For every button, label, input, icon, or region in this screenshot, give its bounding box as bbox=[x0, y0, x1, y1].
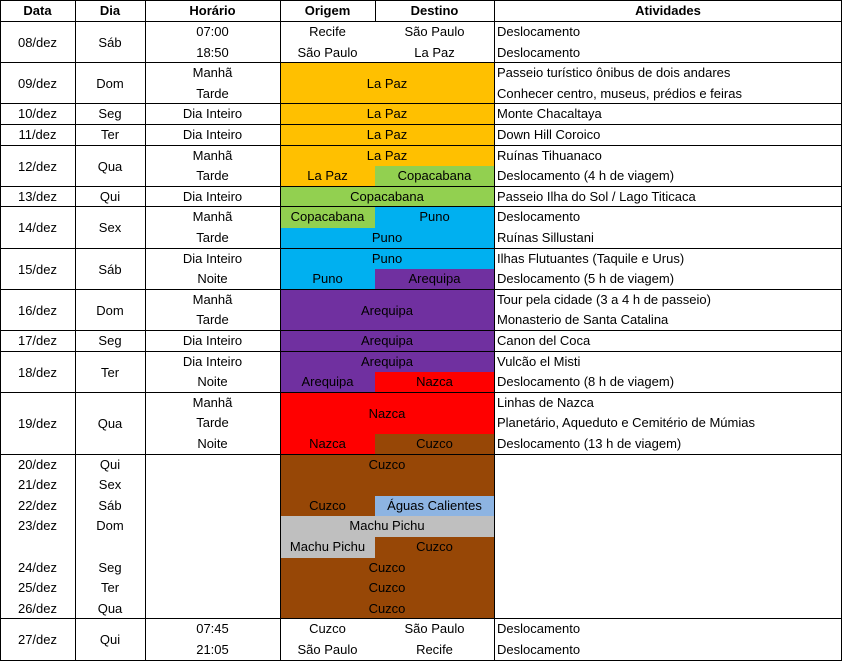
activity-cell: Deslocamento bbox=[497, 642, 581, 657]
destination-cell: Copacabana bbox=[375, 166, 494, 187]
activity-cell: Deslocamento (13 h de viagem) bbox=[497, 436, 682, 451]
grid-line bbox=[0, 103, 842, 104]
time-cell: Dia Inteiro bbox=[182, 127, 243, 142]
time-cell: 18:50 bbox=[196, 44, 229, 60]
route-cell bbox=[280, 475, 494, 496]
date-cell: 20/dez bbox=[17, 456, 58, 472]
time-cell: Tarde bbox=[196, 415, 229, 431]
weekday-cell: Sáb bbox=[98, 261, 122, 277]
route-cell: La Paz bbox=[280, 104, 494, 125]
time-cell: Dia Inteiro bbox=[182, 106, 243, 122]
grid-line bbox=[0, 145, 842, 146]
activity-cell: Linhas de Nazca bbox=[497, 394, 594, 410]
weekday-cell: Ter bbox=[100, 127, 120, 142]
destination-cell: Recife bbox=[375, 640, 494, 661]
route-cell: Copacabana bbox=[280, 187, 494, 208]
route-cell: Cuzco bbox=[280, 558, 494, 579]
activity-cell: Passeio Ilha do Sol / Lago Titicaca bbox=[497, 188, 696, 204]
route-cell: Nazca bbox=[280, 393, 494, 434]
weekday-cell: Dom bbox=[96, 76, 124, 92]
activity-cell: Canon del Coca bbox=[497, 333, 591, 348]
grid-line bbox=[75, 0, 76, 661]
time-cell: Manhã bbox=[192, 147, 233, 163]
origin-cell: Cuzco bbox=[280, 496, 375, 517]
route-cell: Machu Pichu bbox=[280, 516, 494, 537]
activity-cell: Conhecer centro, museus, prédios e feiras bbox=[497, 85, 742, 101]
weekday-cell: Sáb bbox=[98, 497, 122, 513]
grid-line bbox=[0, 330, 842, 331]
grid-line bbox=[0, 21, 842, 22]
weekday-cell: Qua bbox=[97, 158, 123, 174]
weekday-cell: Qua bbox=[97, 600, 123, 616]
date-cell: 12/dez bbox=[17, 158, 58, 174]
time-cell: Tarde bbox=[196, 312, 229, 328]
time-cell: Noite bbox=[197, 436, 228, 451]
weekday-cell: Ter bbox=[100, 364, 120, 380]
grid-line bbox=[0, 454, 842, 455]
origin-cell: Machu Pichu bbox=[280, 537, 375, 558]
time-cell: Tarde bbox=[196, 230, 229, 245]
origin-cell: Puno bbox=[280, 269, 375, 290]
grid-line bbox=[145, 0, 146, 661]
route-cell: La Paz bbox=[280, 146, 494, 167]
activity-cell: Deslocamento (4 h de viagem) bbox=[497, 168, 675, 184]
date-cell: 16/dez bbox=[17, 302, 58, 318]
time-cell: 07:00 bbox=[196, 24, 229, 39]
date-cell: 22/dez bbox=[17, 497, 58, 513]
activity-cell: Monte Chacaltaya bbox=[497, 106, 602, 122]
origin-cell: Nazca bbox=[280, 434, 375, 455]
grid-line bbox=[0, 351, 842, 352]
date-cell: 15/dez bbox=[17, 261, 58, 277]
weekday-cell: Seg bbox=[98, 333, 122, 348]
time-cell: Noite bbox=[197, 374, 228, 390]
header-dia: Dia bbox=[99, 3, 121, 18]
activity-cell: Deslocamento bbox=[497, 24, 581, 39]
origin-cell: Cuzco bbox=[280, 619, 375, 640]
grid-line bbox=[0, 289, 842, 290]
time-cell: Tarde bbox=[196, 168, 229, 184]
route-cell: Puno bbox=[280, 228, 494, 249]
route-cell: La Paz bbox=[280, 125, 494, 146]
date-cell: 19/dez bbox=[17, 415, 58, 431]
header-origem: Origem bbox=[304, 3, 351, 18]
grid-line bbox=[375, 0, 376, 22]
weekday-cell: Qui bbox=[99, 632, 121, 648]
date-cell: 10/dez bbox=[17, 106, 58, 122]
route-cell: Arequipa bbox=[280, 352, 494, 373]
destination-cell: Cuzco bbox=[375, 537, 494, 558]
weekday-cell: Qui bbox=[99, 456, 121, 472]
destination-cell: São Paulo bbox=[375, 619, 494, 640]
time-cell: Tarde bbox=[196, 85, 229, 101]
header-atividades: Atividades bbox=[635, 3, 701, 18]
date-cell: 26/dez bbox=[17, 600, 58, 616]
route-cell: Arequipa bbox=[280, 331, 494, 352]
activity-cell: Deslocamento (8 h de viagem) bbox=[497, 374, 675, 390]
activity-cell: Deslocamento bbox=[497, 44, 581, 60]
date-cell: 09/dez bbox=[17, 76, 58, 92]
weekday-cell: Dom bbox=[96, 302, 124, 318]
grid-line bbox=[0, 618, 842, 619]
time-cell: Noite bbox=[197, 271, 228, 287]
time-cell: Dia Inteiro bbox=[182, 250, 243, 266]
grid-line bbox=[0, 0, 1, 661]
destination-cell: São Paulo bbox=[375, 22, 494, 43]
grid-line bbox=[0, 124, 842, 125]
grid-line bbox=[0, 62, 842, 63]
activity-cell: Passeio turístico ônibus de dois andares bbox=[497, 65, 731, 81]
weekday-cell: Seg bbox=[98, 106, 122, 122]
activity-cell: Down Hill Coroico bbox=[497, 127, 601, 142]
weekday-cell: Dom bbox=[96, 518, 124, 534]
date-cell: 24/dez bbox=[17, 559, 58, 575]
destination-cell: Puno bbox=[375, 207, 494, 228]
route-cell: Puno bbox=[280, 249, 494, 270]
time-cell: 21:05 bbox=[196, 642, 229, 657]
weekday-cell: Sex bbox=[98, 220, 122, 236]
route-cell: Cuzco bbox=[280, 455, 494, 476]
activity-cell: Deslocamento (5 h de viagem) bbox=[497, 271, 675, 287]
origin-cell: São Paulo bbox=[280, 640, 375, 661]
route-cell: La Paz bbox=[280, 63, 494, 104]
time-cell: Manhã bbox=[192, 291, 233, 307]
date-cell: 27/dez bbox=[17, 632, 58, 648]
date-cell: 23/dez bbox=[17, 518, 58, 534]
activity-cell: Tour pela cidade (3 a 4 h de passeio) bbox=[497, 291, 711, 307]
header-horario: Horário bbox=[189, 3, 236, 18]
date-cell: 17/dez bbox=[17, 333, 58, 348]
grid-line bbox=[0, 392, 842, 393]
date-cell: 21/dez bbox=[17, 477, 58, 493]
grid-line bbox=[494, 0, 495, 661]
route-cell: Arequipa bbox=[280, 290, 494, 331]
activity-cell: Planetário, Aqueduto e Cemitério de Múmias bbox=[497, 415, 755, 431]
time-cell: 07:45 bbox=[196, 621, 229, 637]
date-cell: 11/dez bbox=[18, 127, 57, 142]
grid-line bbox=[0, 0, 842, 1]
activity-cell: Vulcão el Misti bbox=[497, 353, 581, 369]
grid-line bbox=[0, 206, 842, 207]
weekday-cell: Qui bbox=[99, 188, 121, 204]
destination-cell: Cuzco bbox=[375, 434, 494, 455]
time-cell: Dia Inteiro bbox=[182, 188, 243, 204]
grid-line bbox=[0, 186, 842, 187]
time-cell: Manhã bbox=[192, 209, 233, 225]
origin-cell: La Paz bbox=[280, 166, 375, 187]
weekday-cell: Sáb bbox=[98, 35, 122, 50]
destination-cell: Arequipa bbox=[375, 269, 494, 290]
date-cell: 18/dez bbox=[17, 364, 58, 380]
destination-cell: La Paz bbox=[375, 43, 494, 64]
destination-cell: Nazca bbox=[375, 372, 494, 393]
route-cell: Cuzco bbox=[280, 599, 494, 620]
activity-cell: Monasterio de Santa Catalina bbox=[497, 312, 669, 328]
destination-cell: Águas Calientes bbox=[375, 496, 494, 517]
route-cell: Cuzco bbox=[280, 578, 494, 599]
grid-line bbox=[280, 0, 281, 661]
weekday-cell: Ter bbox=[100, 580, 120, 596]
origin-cell: São Paulo bbox=[280, 43, 375, 64]
activity-cell: Deslocamento bbox=[497, 621, 581, 637]
header-data: Data bbox=[23, 3, 52, 18]
activity-cell: Ruínas Tihuanaco bbox=[497, 147, 602, 163]
date-cell: 25/dez bbox=[17, 580, 58, 596]
origin-cell: Copacabana bbox=[280, 207, 375, 228]
date-cell: 08/dez bbox=[17, 35, 58, 50]
weekday-cell: Seg bbox=[98, 559, 122, 575]
origin-cell: Recife bbox=[280, 22, 375, 43]
time-cell: Manhã bbox=[192, 394, 233, 410]
activity-cell: Ruínas Sillustani bbox=[497, 230, 594, 245]
activity-cell: Ilhas Flutuantes (Taquile e Urus) bbox=[497, 250, 685, 266]
header-destino: Destino bbox=[410, 3, 459, 18]
activity-cell: Deslocamento bbox=[497, 209, 581, 225]
date-cell: 13/dez bbox=[17, 188, 58, 204]
weekday-cell: Qua bbox=[97, 415, 123, 431]
origin-cell: Arequipa bbox=[280, 372, 375, 393]
time-cell: Dia Inteiro bbox=[182, 353, 243, 369]
date-cell: 14/dez bbox=[17, 220, 58, 236]
grid-line bbox=[0, 248, 842, 249]
weekday-cell: Sex bbox=[98, 477, 122, 493]
time-cell: Dia Inteiro bbox=[182, 333, 243, 348]
time-cell: Manhã bbox=[192, 65, 233, 81]
